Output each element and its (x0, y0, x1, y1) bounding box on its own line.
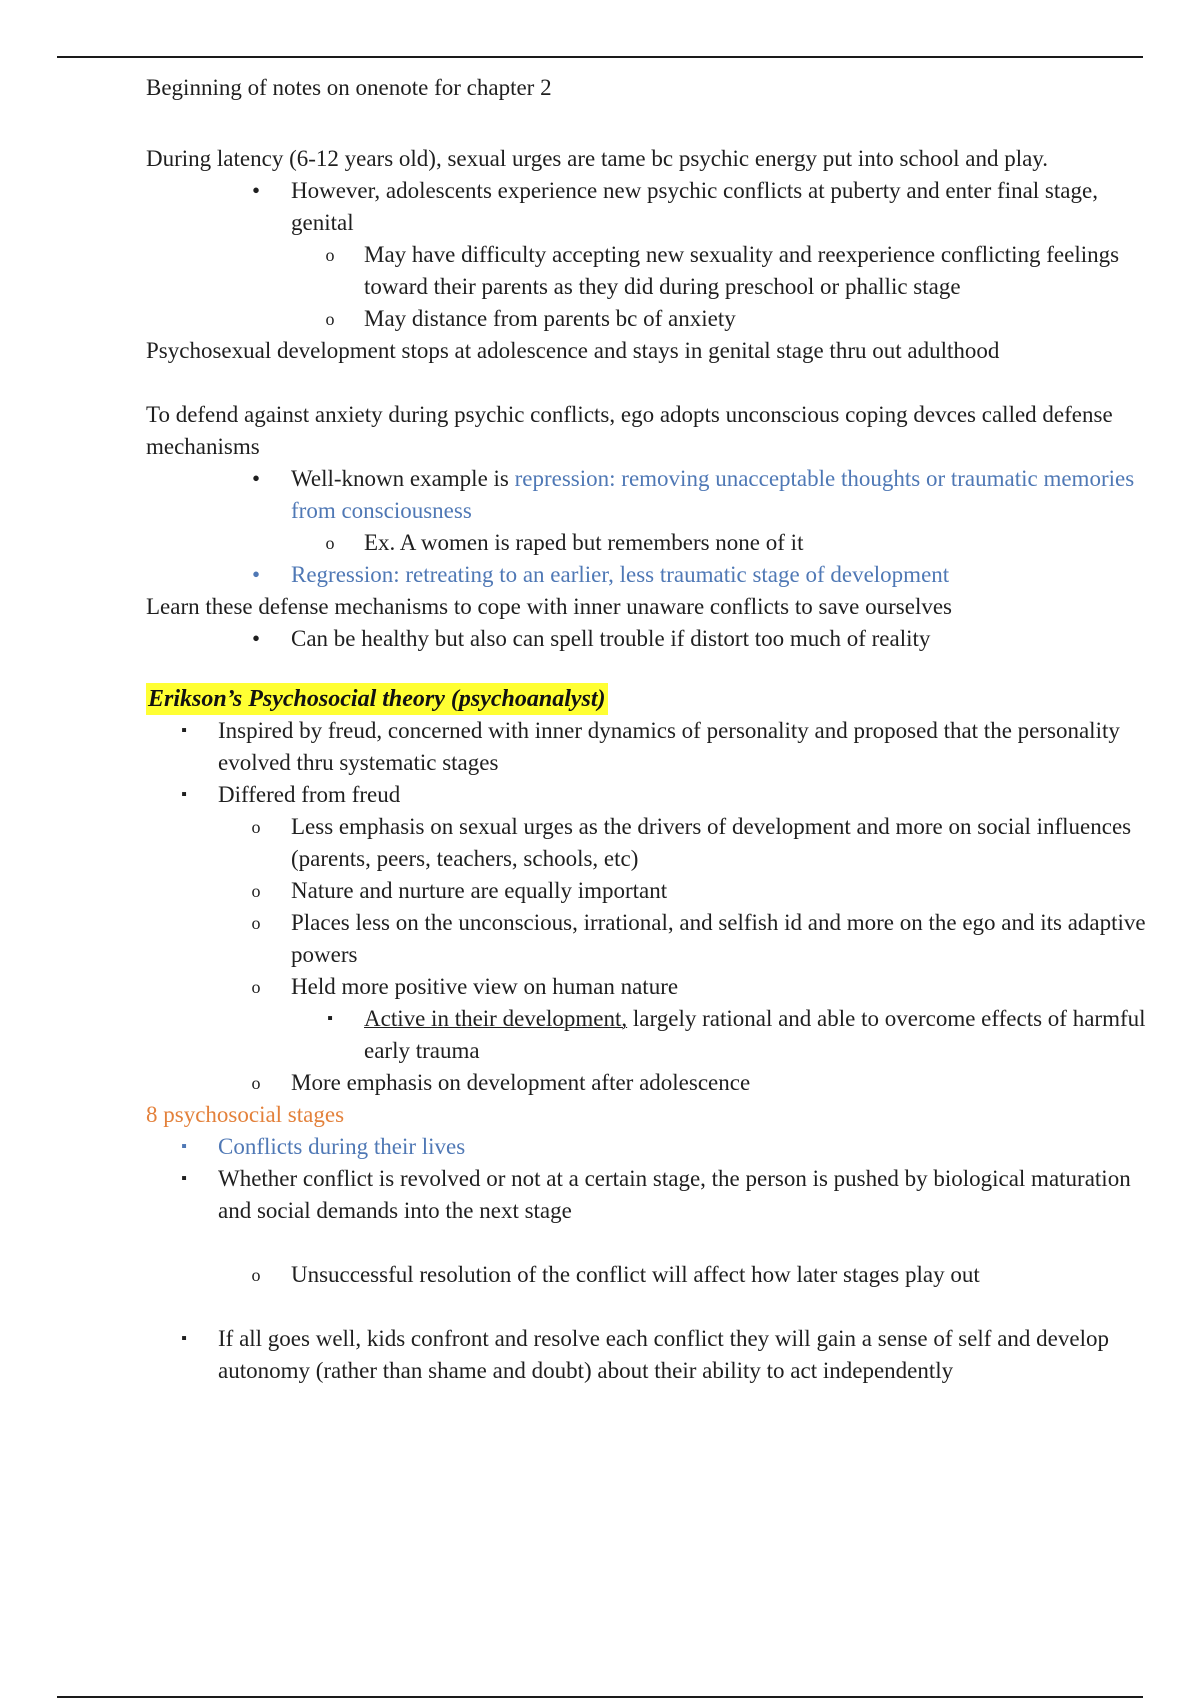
list-item: ▪ If all goes well, kids confront and resolve each conflict they will gain a sense of self and develop autonomy (rather than shame and doubt) about their ability to act independently (146, 1323, 1146, 1387)
paragraph-latency: During latency (6-12 years old), sexual urges are tame bc psychic energy put into school and play. (146, 146, 1049, 171)
list-item: o Held more positive view on human nature (146, 971, 1146, 1003)
list-item: o May distance from parents bc of anxiety (146, 303, 1146, 335)
circle-bullet-icon: o (325, 533, 335, 553)
list-item: • However, adolescents experience new psychic conflicts at puberty and enter final stage, genital (146, 175, 1146, 239)
circle-bullet-icon: o (251, 817, 261, 837)
paragraph-psychosexual: Psychosexual development stops at adolescence and stays in genital stage thru out adulthood (146, 338, 1000, 363)
document-body (146, 72, 1146, 1387)
underlined-phrase: Active in their development, (364, 1006, 628, 1031)
top-rule (57, 56, 1143, 58)
list-item: ▪ Conflicts during their lives (146, 1131, 1146, 1163)
list-item: • Well-known example is repression: removing unacceptable thoughts or traumatic memories from consciousness (146, 463, 1146, 527)
square-bullet-icon: ▪ (181, 1330, 187, 1347)
circle-bullet-icon: o (325, 245, 335, 265)
list-item (146, 559, 1146, 591)
regression-definition: Regression: retreating to an earlier, less traumatic stage of development (291, 562, 950, 587)
bullet-icon: • (251, 626, 261, 651)
list-item: ▪ Inspired by freud, concerned with inner dynamics of personality and proposed that the personality evolved thru systematic stages (146, 715, 1146, 779)
circle-bullet-icon: o (251, 881, 261, 901)
section-heading-erikson: Erikson’s Psychosocial theory (psychoanalyst) (146, 683, 608, 715)
paragraph-defend: To defend against anxiety during psychic conflicts, ego adopts unconscious coping devces called defense mechanisms (146, 402, 1113, 459)
circle-bullet-icon: o (251, 1073, 261, 1093)
square-bullet-icon: ▪ (181, 1138, 187, 1155)
bullet-icon: • (251, 562, 261, 587)
list-item: ▪ Active in their development, largely rational and able to overcome effects of harmful early trauma (146, 1003, 1146, 1067)
repression-definition: repression: removing unacceptable thoughts or traumatic memories from consciousness (291, 466, 1135, 523)
square-bullet-icon: ▪ (181, 1170, 187, 1187)
list-item: o Ex. A women is raped but remembers none of it (146, 527, 1146, 559)
list-item: o Less emphasis on sexual urges as the drivers of development and more on social influences (parents, peers, teachers, schools, etc) (146, 811, 1146, 875)
list-item: o Places less on the unconscious, irrational, and selfish id and more on the ego and its adaptive powers (146, 907, 1146, 971)
stages-heading: 8 psychosocial stages (146, 1102, 345, 1127)
list-item: • Can be healthy but also can spell trouble if distort too much of reality (146, 623, 1146, 655)
bottom-rule (57, 1696, 1143, 1698)
square-bullet-icon: ▪ (181, 722, 187, 739)
square-bullet-icon: ▪ (327, 1010, 333, 1027)
paragraph-learn: Learn these defense mechanisms to cope with inner unaware conflicts to save ourselves (146, 594, 952, 619)
bullet-icon: • (251, 178, 261, 203)
list-item: ▪ Whether conflict is revolved or not at a certain stage, the person is pushed by biological maturation and social demands into the next stage (146, 1163, 1146, 1227)
list-item: o May have difficulty accepting new sexuality and reexperience conflicting feelings toward their parents as they did during preschool or phallic stage (146, 239, 1146, 303)
list-item: o More emphasis on development after adolescence (146, 1067, 1146, 1099)
circle-bullet-icon: o (251, 977, 261, 997)
page-title: Beginning of notes on onenote for chapter 2 (146, 75, 552, 100)
circle-bullet-icon: o (251, 1265, 261, 1285)
list-item: o Unsuccessful resolution of the conflict will affect how later stages play out (146, 1259, 1146, 1291)
list-item: ▪ Differed from freud (146, 779, 1146, 811)
circle-bullet-icon: o (251, 913, 261, 933)
circle-bullet-icon: o (325, 309, 335, 329)
bullet-icon: • (251, 466, 261, 491)
square-bullet-icon: ▪ (181, 786, 187, 803)
list-item: o Nature and nurture are equally important (146, 875, 1146, 907)
